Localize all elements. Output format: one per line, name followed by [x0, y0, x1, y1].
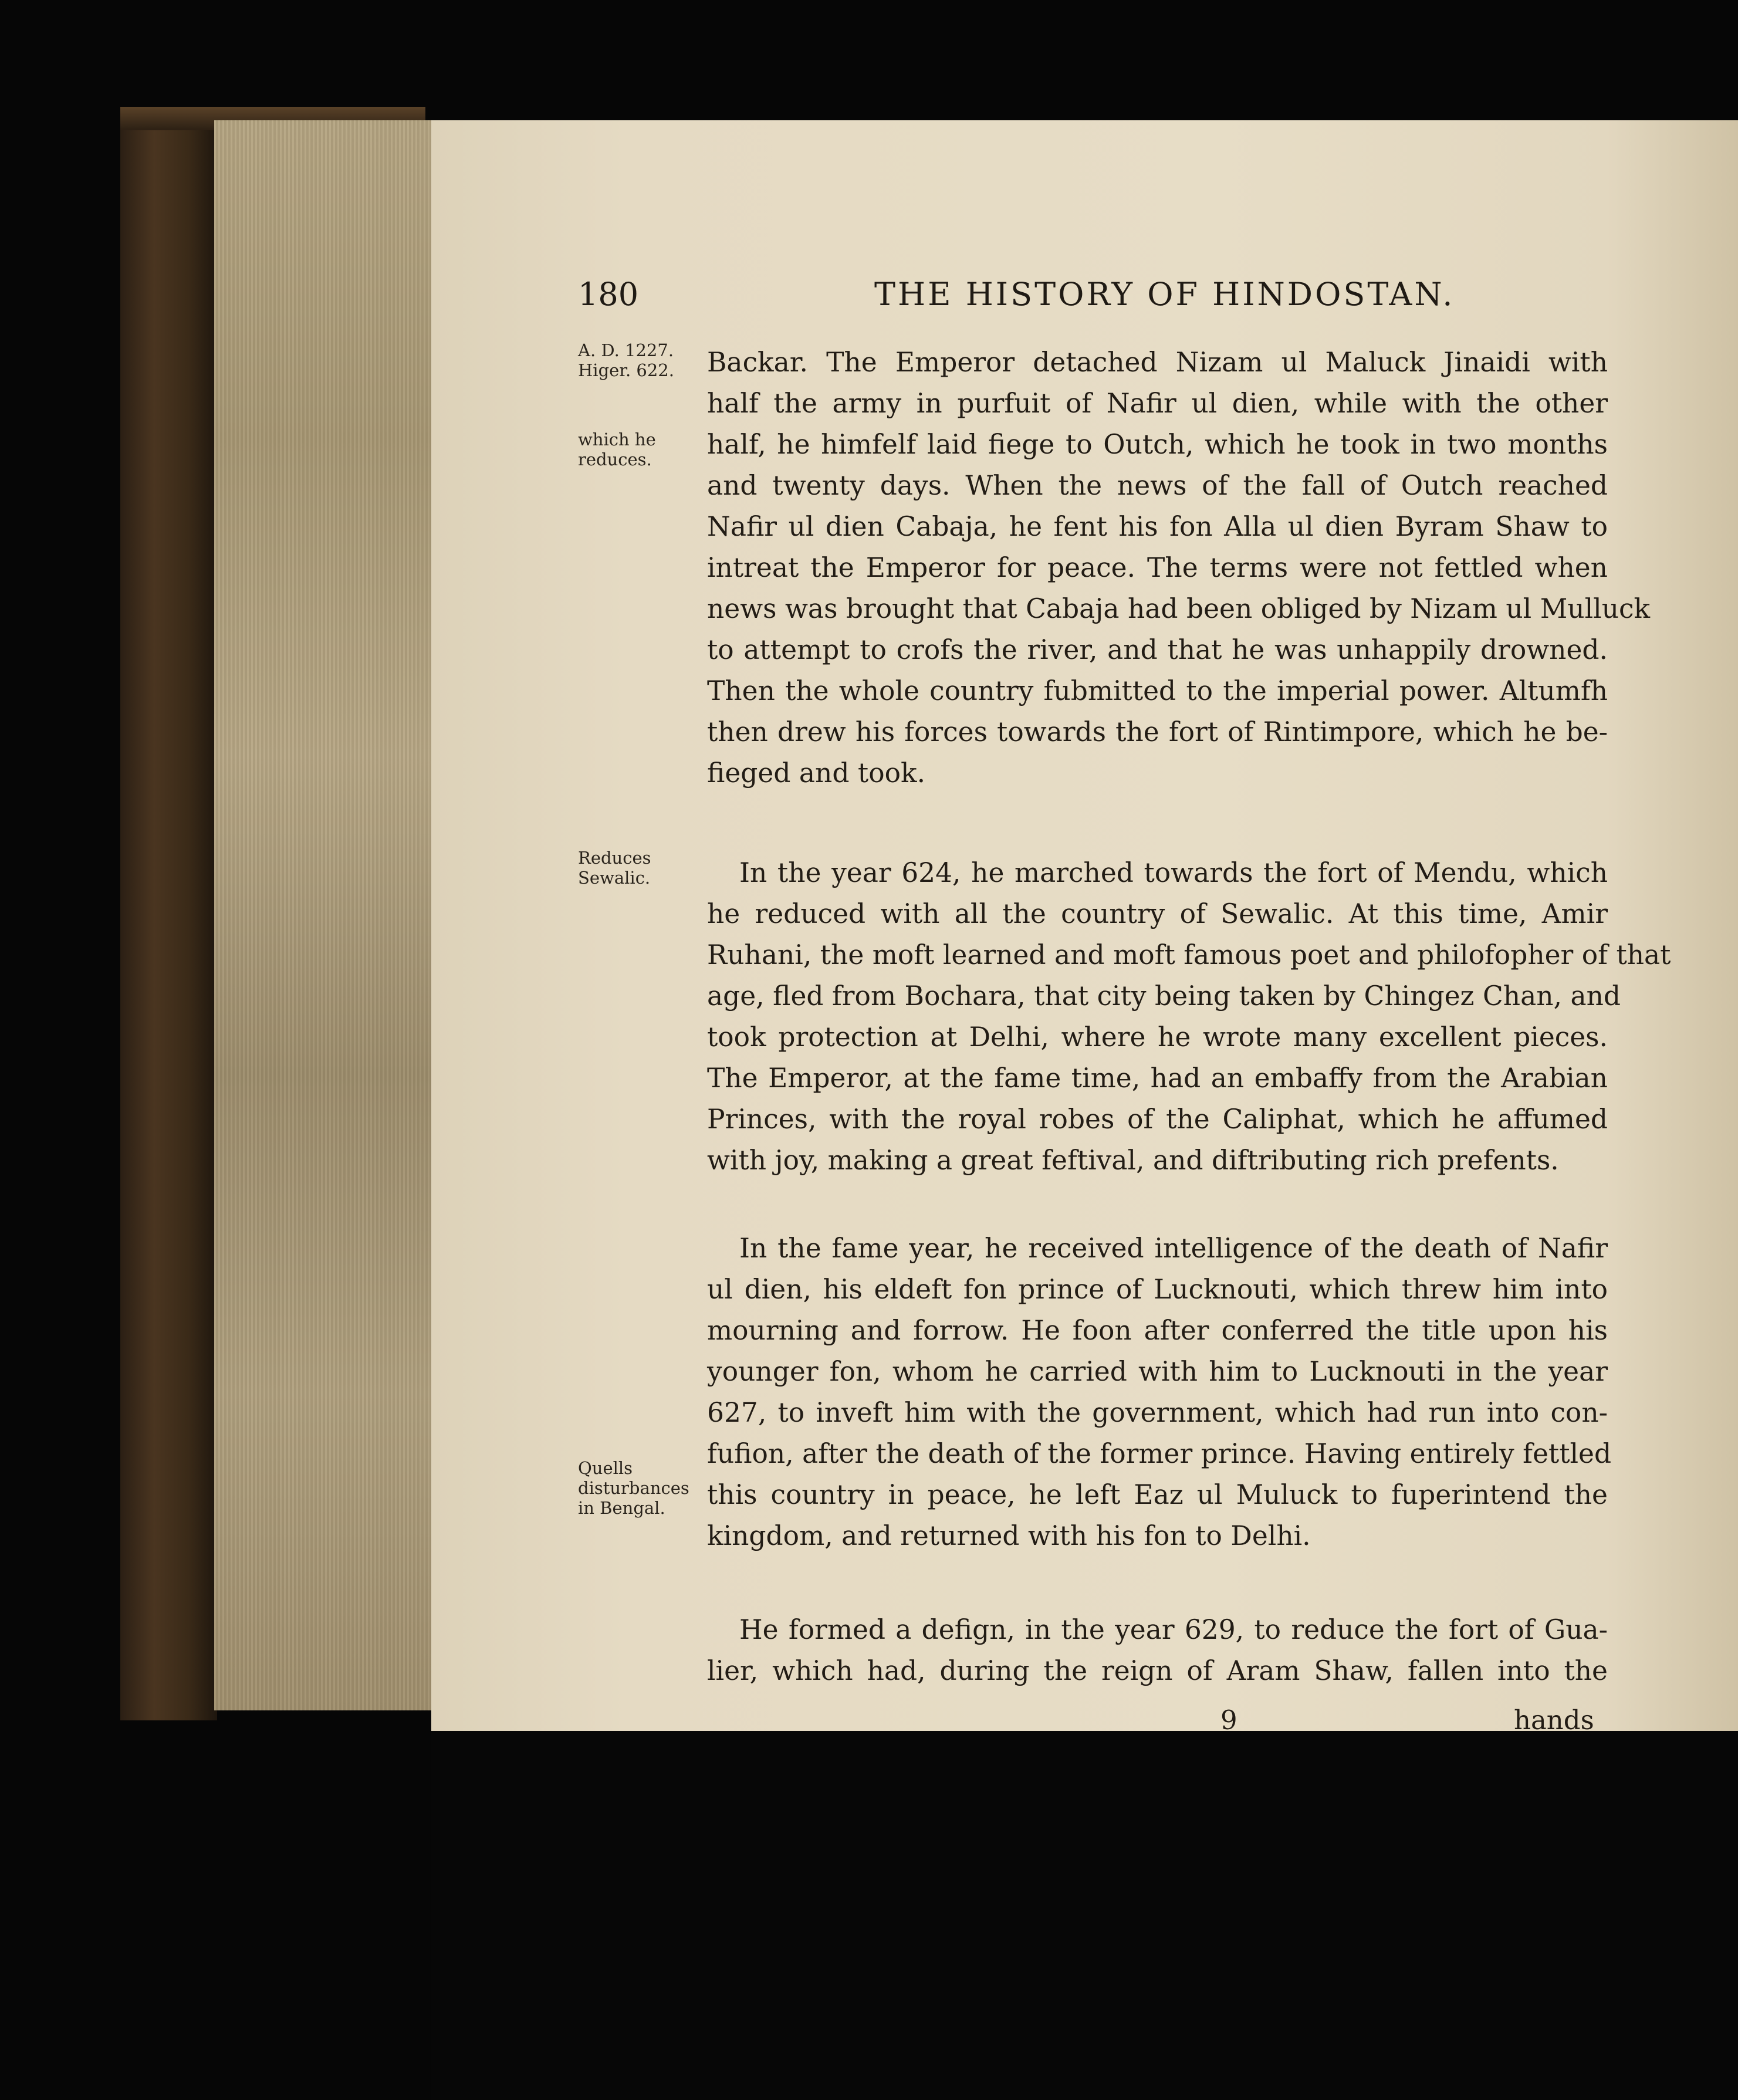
text-line: Nafir ul dien Cabaja, he fent his fon Alla ul dien Byram Shaw to [707, 511, 1608, 542]
text-line: age, fled from Bochara, that city being taken by Chingez Chan, and [707, 980, 1621, 1012]
margin-note-reduces: which he reduces. [578, 430, 656, 469]
text-line: to attempt to crofs the river, and that he was unhappily drowned. [707, 634, 1608, 665]
text-line: half, he himfelf laid fiege to Outch, which he took in two months [707, 429, 1608, 460]
margin-note-bengal: Quells disturbances in Bengal. [578, 1458, 689, 1518]
catchword: hands [1514, 1705, 1594, 1736]
text-line: intreat the Emperor for peace. The terms were not fettled when [707, 552, 1608, 583]
text-line: fufion, after the death of the former prince. Having entirely fettled [707, 1438, 1612, 1469]
text-line: and twenty days. When the news of the fall of Outch reached [707, 470, 1608, 501]
page-edges [214, 120, 432, 1710]
text-line: Princes, with the royal robes of the Caliphat, which he affumed [707, 1104, 1608, 1135]
margin-note-sewalic: Reduces Sewalic. [578, 848, 651, 888]
background-shadow [431, 1731, 1738, 2100]
text-line: news was brought that Cabaja had been obliged by Nizam ul Mulluck [707, 593, 1651, 624]
text-line: then drew his forces towards the fort of Rintimpore, which he be- [707, 716, 1608, 748]
text-line: Backar. The Emperor detached Nizam ul Maluck Jinaidi with [707, 347, 1608, 378]
text-line: younger fon, whom he carried with him to Lucknouti in the year [707, 1356, 1608, 1387]
text-line: fieged and took. [707, 758, 926, 789]
text-line: He formed a defign, in the year 629, to reduce the fort of Gua- [739, 1614, 1608, 1645]
text-line: The Emperor, at the fame time, had an embaffy from the Arabian [707, 1063, 1608, 1094]
text-line: mourning and forrow. He foon after conferred the title upon his [707, 1315, 1608, 1346]
text-line: ul dien, his eldeft fon prince of Lucknouti, which threw him into [707, 1274, 1608, 1305]
text-line: 627, to inveft him with the government, which had run into con- [707, 1397, 1608, 1428]
running-head: THE HISTORY OF HINDOSTAN. [874, 276, 1455, 313]
text-line: he reduced with all the country of Sewalic. At this time, Amir [707, 898, 1608, 929]
page-number: 180 [578, 276, 639, 313]
text-line: In the fame year, he received intelligence of the death of Nafir [739, 1233, 1608, 1264]
text-line: Ruhani, the moft learned and moft famous poet and philofopher of that [707, 939, 1671, 970]
book-binding [120, 107, 217, 1720]
text-line: kingdom, and returned with his fon to Delhi. [707, 1520, 1311, 1551]
text-line: this country in peace, he left Eaz ul Muluck to fuperintend the [707, 1479, 1608, 1510]
signature-mark: 9 [1220, 1705, 1237, 1736]
text-line: took protection at Delhi, where he wrote many excellent pieces. [707, 1022, 1608, 1053]
text-line: lier, which had, during the reign of Aram Shaw, fallen into the [707, 1655, 1608, 1686]
margin-note-date: A. D. 1227. Higer. 622. [578, 340, 674, 380]
page-header [578, 276, 1608, 329]
text-line: Then the whole country fubmitted to the imperial power. Altumfh [707, 675, 1608, 706]
text-line: In the year 624, he marched towards the fort of Mendu, which [739, 857, 1608, 888]
text-line: half the army in purfuit of Nafir ul dien, while with the other [707, 388, 1608, 419]
text-line: with joy, making a great feftival, and diftributing rich prefents. [707, 1145, 1559, 1176]
